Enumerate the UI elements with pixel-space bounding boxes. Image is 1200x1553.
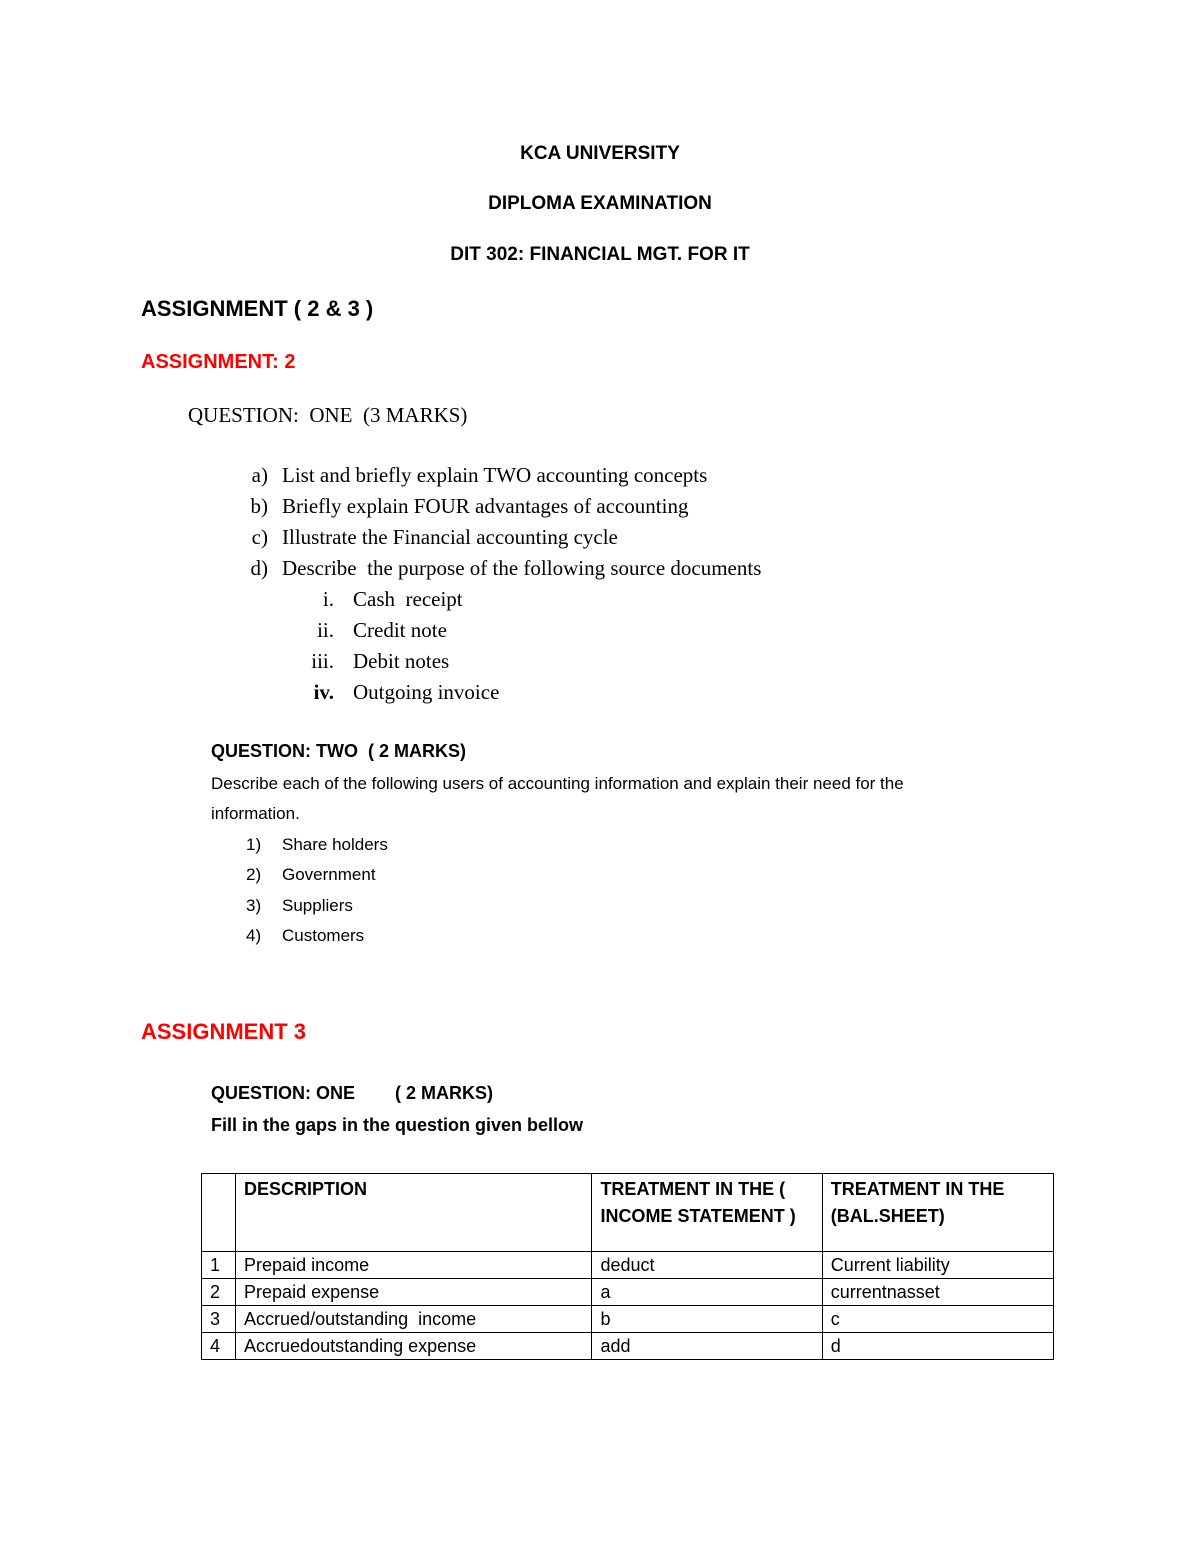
table-cell: currentnasset (822, 1279, 1053, 1306)
table-cell: Current liability (822, 1252, 1053, 1279)
table-cell: 4 (202, 1333, 236, 1360)
treatment-table (201, 1173, 1054, 1360)
table-row (202, 1252, 1054, 1279)
table-cell: add (592, 1333, 822, 1360)
assignment-2-heading: ASSIGNMENT: 2 (141, 351, 296, 373)
list-item: Customers (282, 926, 365, 945)
list-marker: d) (250, 556, 268, 580)
table-cell: Accrued/outstanding income (236, 1306, 592, 1333)
table-cell: d (822, 1333, 1053, 1360)
table-cell: b (592, 1306, 822, 1333)
table-row (202, 1279, 1054, 1306)
table-header-cell: TREATMENT IN THE ( INCOME STATEMENT ) (592, 1174, 822, 1252)
table-header-cell (202, 1174, 236, 1252)
list-marker: b) (250, 494, 268, 518)
list-marker: 3) (246, 896, 262, 915)
question-one-title: QUESTION: ONE (3 MARKS) (188, 403, 468, 427)
list-item: Illustrate the Financial accounting cycle (282, 525, 618, 549)
table-row (202, 1333, 1054, 1360)
sublist-marker: iv. (313, 680, 334, 704)
sublist-item: Outgoing invoice (353, 680, 500, 704)
table-header-cell: DESCRIPTION (236, 1174, 592, 1252)
sublist-item: Credit note (353, 618, 447, 642)
sublist-marker: ii. (317, 618, 334, 642)
list-item: Suppliers (282, 896, 353, 915)
assignment-3-instruction: Fill in the gaps in the question given bellow (211, 1115, 584, 1135)
list-marker: c) (251, 525, 268, 549)
table-cell: Prepaid expense (236, 1279, 592, 1306)
question-two-title: QUESTION: TWO ( 2 MARKS) (211, 741, 466, 761)
table-cell: deduct (592, 1252, 822, 1279)
table-cell: c (822, 1306, 1053, 1333)
exam-title: DIPLOMA EXAMINATION (488, 193, 712, 214)
university-name: KCA UNIVERSITY (520, 143, 680, 164)
list-marker: 1) (246, 835, 262, 854)
list-item: Government (282, 865, 376, 884)
sublist-item: Cash receipt (353, 587, 463, 611)
table-header-row (202, 1174, 1054, 1252)
table-cell: Prepaid income (236, 1252, 592, 1279)
list-marker: 2) (246, 865, 262, 884)
question-two-instruction-line1: Describe each of the following users of accounting information and explain their need for the (211, 774, 904, 793)
list-item: Briefly explain FOUR advantages of accounting (282, 494, 689, 518)
table-header-cell: TREATMENT IN THE (BAL.SHEET) (822, 1174, 1053, 1252)
assignment-3-question-title: QUESTION: ONE (211, 1083, 356, 1103)
list-item: Describe the purpose of the following source documents (282, 556, 762, 580)
table-row (202, 1306, 1054, 1333)
table-cell: 2 (202, 1279, 236, 1306)
sublist-item: Debit notes (353, 649, 450, 673)
list-item: List and briefly explain TWO accounting concepts (282, 463, 708, 487)
table-cell: 1 (202, 1252, 236, 1279)
question-two-instruction-line2: information. (211, 804, 300, 823)
list-item: Share holders (282, 835, 388, 854)
table-cell: a (592, 1279, 822, 1306)
course-title: DIT 302: FINANCIAL MGT. FOR IT (450, 244, 750, 265)
table-cell: Accruedoutstanding expense (236, 1333, 592, 1360)
assignment-3-heading: ASSIGNMENT 3 (141, 1019, 307, 1044)
assignment-title: ASSIGNMENT ( 2 & 3 ) (141, 296, 374, 321)
sublist-marker: i. (322, 587, 334, 611)
assignment-3-question-marks: ( 2 MARKS) (395, 1083, 493, 1103)
table-cell: 3 (202, 1306, 236, 1333)
list-marker: 4) (246, 926, 262, 945)
sublist-marker: iii. (311, 649, 334, 673)
list-marker: a) (251, 463, 268, 487)
